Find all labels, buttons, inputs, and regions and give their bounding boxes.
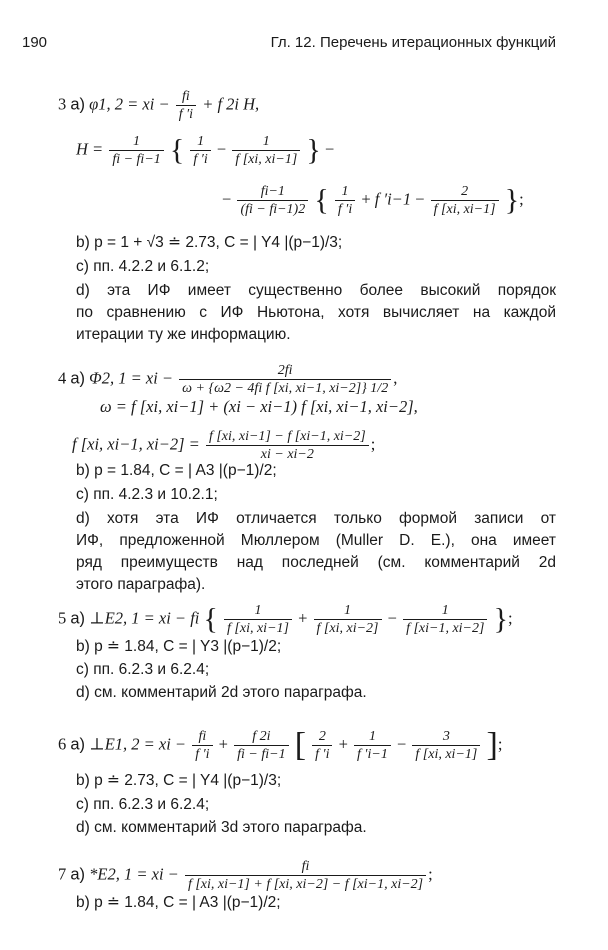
item-7-b: b) p ≐ 1.84, C = | A3 |(p−1)/2; [76,894,281,911]
item-3-b: b) p = 1 + √3 ≐ 2.73, C = | Y4 |(p−1)/3; [76,234,343,251]
denominator: f [xi, xi−1] [227,621,289,636]
fraction [234,728,288,763]
numerator: 2 [431,183,499,201]
item-4-omega: ω = f [xi, xi−1] + (xi − xi−1) f [xi, xi−1, xi−2], [100,397,418,416]
fraction [109,133,163,168]
item-5-formula-a: 5 a) ⊥E2, 1 = xi − fi { $\frac{1}{f [xi, xi-1]}$ + $\frac{1}{f [xi, xi-2]}$ − $\frac{1}{f [xi-1, xi-2]}$ }; [58,602,513,636]
item-number: 6 [58,734,67,754]
terminator: ; [497,734,503,754]
open-bracket: [ [294,726,307,764]
item-7-formula-a [58,858,433,893]
item-number: 7 [58,864,67,884]
formula-tail: + f 2i H, [202,94,260,114]
numerator: f [xi, xi−1] − f [xi−1, xi−2] [206,428,369,446]
term: f ′i−1 [374,189,412,209]
item-4-d-line-4: этого параграфа). [76,576,206,593]
running-title: Гл. 12. Перечень итерационных функций [270,34,556,51]
fraction [176,88,196,123]
formula-lhs: ⊥E2, 1 = xi − fi [89,608,200,628]
denominator: f [xi, xi−1] + f [xi, xi−2] − f [xi−1, xi−2] [187,877,424,892]
item-6-d: d) см. комментарий 3d этого параграфа. [76,819,367,836]
open-brace: { [314,183,329,217]
item-number: 4 [58,368,67,388]
terminator: ; [507,608,513,628]
item-4-c: c) пп. 4.2.3 и 10.2.1; [76,486,218,503]
item-3-c: c) пп. 4.2.2 и 6.1.2; [76,258,210,275]
numerator: fi−1 [237,183,308,201]
item-6-formula-a: 6 a) ⊥E1, 2 = xi − $\frac{fi}{f 'i}$ + $\frac{f 2i}{fi - fi-1}$ [ $\frac{2}{f 'i}$ + $\frac{1}{f 'i-1}$ − $\frac{3}{f [xi, xi-1]}$ ]; [58,726,503,764]
denominator: fi − fi−1 [237,747,286,762]
part-label: a) [70,865,86,884]
fraction [192,728,212,763]
denominator: f [xi, xi−1] [415,747,478,762]
open-brace: { [169,133,185,167]
part-label: a) [70,609,86,628]
numerator: 2 [312,728,332,746]
terminator: ; [370,434,376,454]
numerator: 1 [224,602,292,620]
item-3-d-line-2: по сравнению с ИФ Ньютона, хотя вычисляет на каждой [76,304,556,321]
numerator: 1 [354,728,391,746]
numerator: 3 [412,728,480,746]
denominator: f ′i [178,107,194,122]
fraction [314,602,382,637]
numerator: 1 [232,133,300,151]
denominator: ω + {ω2 − 4fi f [xi, xi−1, xi−2]} 1/2 [182,381,389,396]
fraction [354,728,391,763]
numerator: 1 [109,133,163,151]
formula-lhs: H = [76,139,104,159]
denominator: (fi − fi−1)2 [240,202,306,217]
denominator: f [xi, xi−1] [235,152,298,167]
item-4-formula-a [58,362,397,397]
item-3-formula-a [58,88,259,123]
item-number: 5 [58,608,67,628]
fraction [185,858,426,893]
item-6-c: c) пп. 6.2.3 и 6.2.4; [76,796,210,813]
denominator: f ′i [337,202,353,217]
page-number: 190 [22,34,48,51]
denominator: f ′i−1 [357,747,388,762]
item-number: 3 [58,94,67,114]
item-4-d-line-1: d) хотя эта ИФ отличается только формой записи от [76,510,556,527]
item-4-divided-difference [72,428,375,463]
item-3-formula-h: H = $\frac{1}{fi - fi-1}$ { $\frac{1}{f 'i}$ − $\frac{1}{f [xi, xi-1]}$ } − [76,133,335,167]
formula-lhs: φ1, 2 = xi − [89,94,170,114]
numerator: 1 [314,602,382,620]
numerator: 1 [335,183,355,201]
part-label: a) [70,95,86,114]
trailing-operator: − [324,139,335,159]
item-4-d-line-3: ряд преимуществ над последней (см. комментарий 2d [76,554,556,571]
numerator: fi [185,858,426,876]
formula-lhs: ⊥E1, 2 = xi − [89,734,187,754]
item-4-d-line-2: ИФ, предложенной Мюллером (Muller D. E.), она имеет [76,532,556,549]
fraction [312,728,332,763]
item-3-formula-h-cont: − $\frac{fi-1}{(fi - fi-1)2}$ { $\frac{1}{f 'i}$ + f ′i−1 − $\frac{2}{f [xi, xi-1]}$ }; [222,183,524,217]
terminator: , [393,368,398,388]
fraction [403,602,487,637]
item-5-d: d) см. комментарий 2d этого параграфа. [76,684,367,701]
item-6-b: b) p ≐ 2.73, C = | Y4 |(p−1)/3; [76,772,282,789]
formula-lhs: f [xi, xi−1, xi−2] = [72,434,200,454]
numerator: 1 [190,133,210,151]
fraction [237,183,308,218]
denominator: f ′i [193,152,208,167]
terminator: ; [519,189,524,209]
open-brace: { [203,602,218,636]
item-4-b: b) p = 1.84, C = | A3 |(p−1)/2; [76,462,277,479]
close-brace: } [493,602,508,636]
numerator: fi [176,88,196,106]
leading-operator: − [222,189,232,209]
fraction [206,428,369,463]
numerator: 1 [403,602,487,620]
fraction [232,133,300,168]
close-brace: } [306,133,321,167]
fraction [335,183,355,218]
close-brace: } [504,183,520,217]
formula-lhs: *E2, 1 = xi − [89,864,179,884]
denominator: f [xi, xi−1] [433,202,496,217]
denominator: f [xi−1, xi−2] [406,621,485,636]
item-5-b: b) p ≐ 1.84, C = | Y3 |(p−1)/2; [76,638,282,655]
denominator: f ′i [315,747,330,762]
fraction [190,133,210,168]
close-bracket: ] [486,726,498,764]
numerator: f 2i [234,728,288,746]
terminator: ; [428,864,433,884]
fraction [224,602,292,637]
formula-lhs: Φ2, 1 = xi − [89,368,174,388]
item-3-d-line-3: итерации ту же информацию. [76,326,291,343]
item-3-d-line-1: d) эта ИФ имеет существенно более высокий порядок [76,282,556,299]
numerator: 2fi [179,362,391,380]
numerator: fi [192,728,212,746]
fraction [412,728,480,763]
fraction [179,362,391,397]
item-5-c: c) пп. 6.2.3 и 6.2.4; [76,661,210,678]
fraction [431,183,499,218]
part-label: a) [70,369,86,388]
part-label: a) [70,735,86,754]
denominator: f [xi, xi−2] [316,621,379,636]
denominator: f ′i [195,747,210,762]
denominator: fi − fi−1 [112,152,161,167]
denominator: xi − xi−2 [260,447,314,462]
